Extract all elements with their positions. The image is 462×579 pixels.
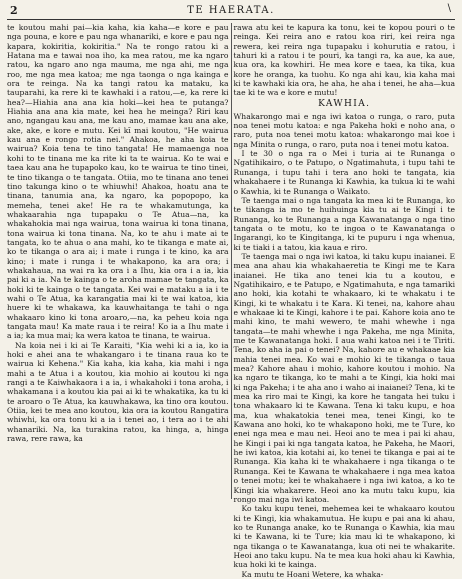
right-paragraph: Ka mutu te Hoani Wetere, ka whaka- — [241, 569, 384, 579]
right-paragraph: Whakarongo mai e nga iwi katoa o runga, o raro, puta noa tenei motu katoa: e nga Pakeha hoki e noho ana, o raro, puta noa tenei motu katoa: whakarongo mai koe i nga Minita o runga, o raro, puta noa i tenei motu katoa. — [233, 111, 455, 149]
right-paragraph: Te taenga mai o nga tangata ka mea ki te Runanga, ko te tikanga ia mo te huihuinga kia tu ai te Kingi i te Runanga, ko te Runanga a nga Kawanatanga o nga tino tangata o te motu, ko te ingoa o te Kawanatanga o Ingarangi, ko te Kingitanga, ki te pupuru i nga whenua, ki te tiaki i a tatou, kia kaua e riro. — [233, 195, 455, 252]
section-title: KAWHIA. — [318, 98, 371, 109]
page-number: 2 — [10, 4, 18, 17]
right-paragraph: I te 30 o nga ra o Mei i turia ai te Runanga o Ngatihikairo, o te Patupo, o Ngatimahuta, i tupu tahi te Runanga, i tupu tahi i tera ano hoki te tangata, kia whakahaere i te Runanga ki Kawhia, ka tukua ki te wahi o Kawhia, ki te Runanga o Waikato. — [233, 149, 455, 196]
right-paragraph: Ko taku kupu tenei, mehemea kei te whakaaro koutou ki te Kingi, kia whakamutua. He kupu e pai ana ki ahau, ko te Runanga anake, ko te Runanga o Kawhia, kia mau ki te Kawana, ki te Ture; kia mau ki te whakapono, ki nga tikanga o te Kawanatanga, kua oti nei te whakarite. Heoi ano taku kupu. Na te mea kua hoki ahau ki Kawhia, kua hoki ki te kainga. — [233, 504, 455, 570]
left-paragraph: te koutou mahi pai—kia kaha, kia kaha—e kore e pau nga pouna, e kore e pau nga whanariki, e kore e pau nga kapara, kokiritia, kokiritia." Na te rongo ratou ki a Hatana ma e tawai noa iho, ka mea ratou, me ka ngaro ratou, ka ngaro ano nga mauma, me nga ahi, me nga roo, me nga mea katoa; me nga taonga o nga kainga e ora te reinga. Na ka tangi ratou ka mataku, ka tauparahi, ka rere ki te kawhaki i a ratou,—e, ka rere ki hea?—Hiahia ana ana kia hoki—kei hea te putanga? Hiahia ana ana kia mate, kei hea he meinga? Riri kau ano, ngangau kau ana, me kau ano, mamae kau ana ake, ake, ake, e kore e mutu. Kei kī mai koutou, "He wairua kau ana e rongo rotia nei." Ahakoa, he aha koia te wairua? Koia tena te tino tangata! He mamaenga noa kohi to te tinana me ka rite ki ta te wairua. Ko te wai e taea kau ana he tupapoko kau, ko te wairua te tino tinei, te tino tikanga o te tangata. Otiia, mo te tinana ano tenei tino takunga kino o te whiuwhi! Ahakoa, hoatu ana te tinana, tanumia ana, ka ngaro, ka popopopo, ka memeha, tenei ake! He ra te whakamutunga, ka whakaarahia nga tupapaku o Te Atua—na, ka whakahokia mai nga wairua, tona wairua ki tona tinana, tona wairua ki tona tinana. Na, ko te ahu i mate ai te tangata, ko te ahua o ana mahi, ko te tikanga e mate ai, ko te tikanga o ara ai; i mate i runga i te kino, ka ara kino; i mate i runga i te whakapono, ka ara ora; i whakahaua, na wai ra ka ora i a Ihu, kia ora i a ia, kia pai ki a ia. Na te kainga o te aroha mamae te tangata, ka hoki ki te kainga o te tangata. Kei wai e mataku a ia i te wahi o Te Atua, ka karangatia mai ki te wai katoa, kia huere ki te whakawa, ka kauwhaitanga te tahi o nga whakaaro kino ki tona aroaro,—na, ka peheu koia nga tangata mau! Ka mate raua i te reira! Ko ia a Ihu mate i a ia; ka mua mai; ka wera katoa te tinana, te wairua. — [7, 23, 229, 341]
left-column — [7, 23, 229, 499]
right-paragraph-before: rawa atu kei te kapura ka tonu, kei te kopou pouri o te reinga. Kei reira ano e ratou koa riri, kei reira nga rewera, kei reira nga tupapaku i kohurutia e ratou, i tahuri ki a ratou i te pouri, ka tangi ra, ka aue, ka aue, kua ora, ka kowhiri. He mea kore e taea, ka tika, kua kore he oranga, ka tuohu. Ko nga ahi kau, kia kaha mai ki te kawhaki kia ora, he aha, he aha i tenei, he aha—kua tae ki te wa e kore e mutu! — [233, 23, 455, 98]
journal-title: TE HAERATA. — [187, 5, 275, 16]
article-columns — [7, 23, 455, 579]
right-column — [233, 23, 456, 579]
page-header — [7, 3, 455, 20]
right-paragraph: Te taenga mai o nga iwi katoa, ki taku kupu inaianei. E mea ana ahau kia whakahaeretia te Kingi me te Kara inaianei. He tika ano tenei kia tu a koutou, e Ngatihikairo, e te Patupo, e Ngatimahuta, e nga tamariki ano hoki, kia kotahi te whakaaro, ki te whakatu i te Kingi, ki te whakatu i te Kara. Ki tenei, na, kahore ahau e whakaae ki te Kingi, kahore i te pai. Kahore koia ano te mahi kino, te mahi wewero, te mahi whewhe i nga tangata—te mahi whewhe i nga Pakeha, me nga Minita, me te Kawanatanga hoki. I aua wahi katoa nei i te Tiriti. Tena, ko aha ia pai o tenei? Na, kahore au e whakaae kia mahia tenei mea. Ko wai e mohio ki te tikanga o taua mea? Kahore ahau i mohio, kahore koutou i mohio. Na ka ngaro te tikanga, ko te mahi a te Kingi, kia hoki mai ki nga Pakeha; i te aha ano i waho ai inaianei? Tena, ki te mea ka riro mai te Kingi, ka kore he tangata hei tuku i tona whakaaro ki te Kawana. Tena ki taku kupu, e hoa ma, kua whakatokia tenei mea, tenei Kingi, ko te Kawana ano hoki, ko te whakapono hoki, me te Ture, ko enei nga mea e mau nei. Heoi ano te mea i pai ki ahau, he Kingi i pai ki nga tangata katoa, he Pakeha, he Maori, he iwi katoa, kia kotahi ai, ko tenei te tikanga e pai ai te Runanga. Kia kaha ki te whakahaere i nga tikanga o te Runanga. Kei te Kawana te whakahaere i nga mea katoa o tenei motu; kei te whakahaere i nga iwi katoa, a ko te Kingi kia whakarere. Heoi ano ka mutu taku kupu, kia rongo mai nga iwi katoa. — [233, 251, 455, 504]
column-divider — [231, 23, 232, 499]
corner-mark: \ — [447, 3, 451, 14]
left-paragraph: Na koia nei i ki ai Te Karaiti, "Kia wehi ki a ia, ko ia hoki e ahei ana te whakangaro i te tinana raua ko te wairua ki Kehena." Kia kaha, kia kaha, kia mahi i nga mahi a te Atua i a koutou, kia mohio ai koutou ki nga rangi a te Kaiwhakaora i a ia, i whakahoki i tona aroha, i whakamana i a koutou kia pai ai ki te whakatika, ka tu ki te aroaro o Te Atua, ka kauwhakawa, ka tino ora koutou. Otiia, kei te mea ano koutou, kia ora ia koutou Rangatira whiwhi, ka ora tonu ki a ia i tenei ao, i tera ao i te ahi whanariki. Na, ka turakina ratou, ka hinga, a, hinga rawa, rere rawa, ka — [7, 340, 229, 444]
